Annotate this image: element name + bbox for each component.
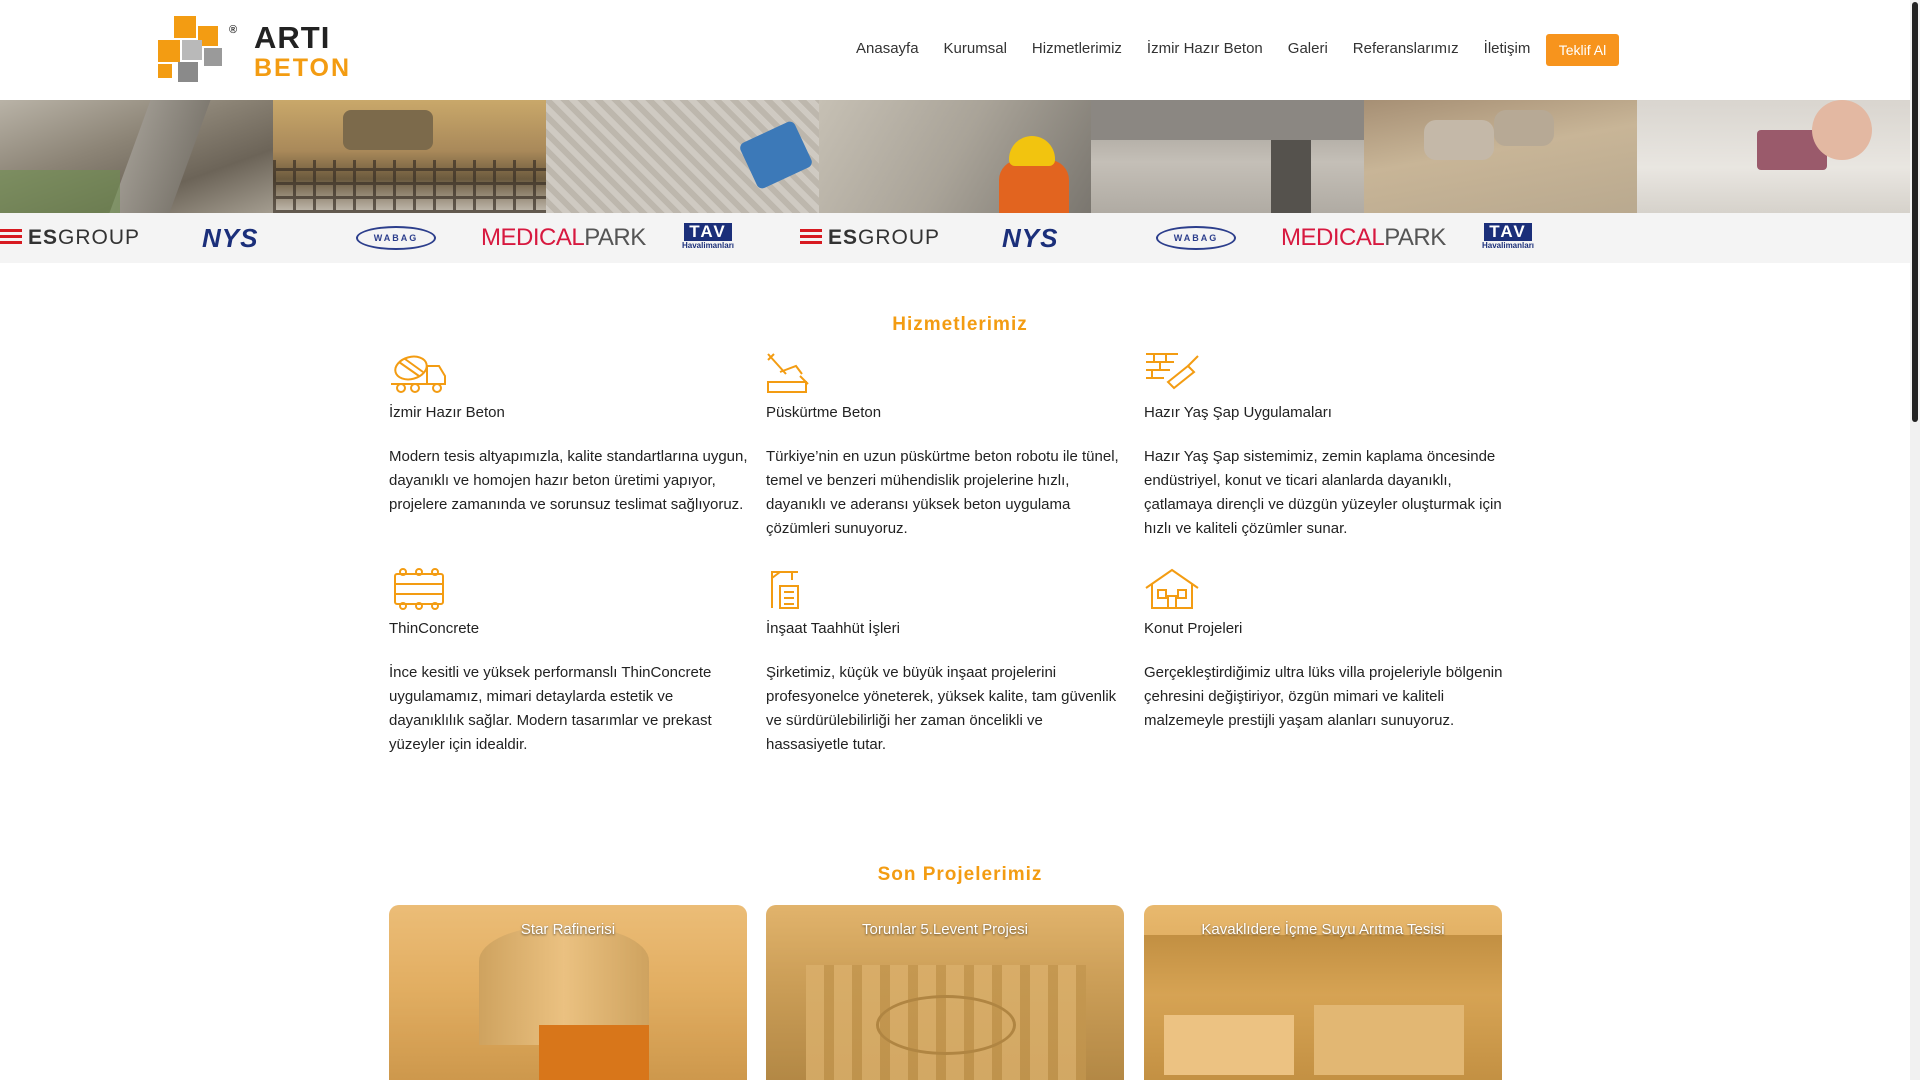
nav-izmir-hazir-beton[interactable]: İzmir Hazır Beton [1146, 40, 1263, 57]
ref-logo-tav[interactable]: TAV Havalimanları [1482, 222, 1535, 250]
photo-shotcrete-worker [819, 100, 1092, 213]
service-title: İnşaat Taahhüt İşleri [766, 620, 900, 637]
photo-hand-float [1637, 100, 1910, 213]
shotcrete-icon [766, 352, 826, 394]
photo-sprayed-mesh [546, 100, 819, 213]
brick-trowel-icon [1144, 352, 1204, 394]
projects-grid [389, 905, 1521, 1080]
service-description: Gerçekleştirdiğimiz ultra lüks villa projeleriyle bölgenin çehresini değiştiriyor, özgün mimari ve kaliteli malzemeyle prestijli yaşam alanları sunuyoruz. [1144, 664, 1503, 729]
project-card-torunlar-5-levent[interactable] [766, 905, 1124, 1080]
ref-logo-wabag[interactable]: WABAG [356, 225, 436, 251]
projects-title: Son Projelerimiz [877, 864, 1043, 885]
site-header [0, 0, 1910, 100]
es-group-mark-icon [0, 229, 22, 247]
project-label: Torunlar 5.Levent Projesi [862, 921, 1028, 938]
nav-kurumsal[interactable]: Kurumsal [943, 40, 1007, 57]
scrollbar-thumb[interactable] [1912, 2, 1918, 422]
service-title: ThinConcrete [389, 620, 480, 637]
service-card [1144, 352, 1504, 541]
project-card-kavaklidere-su-aritma[interactable] [1144, 905, 1502, 1080]
service-title: Püskürtme Beton [766, 404, 882, 421]
house-icon [1144, 568, 1204, 610]
service-title: Konut Projeleri [1144, 620, 1243, 637]
service-description: Modern tesis altyapımızla, kalite standartlarına uygun, dayanıklı ve homojen hazır beton üretimi yapıyor, projelere zamanında ve sorunsuz teslimat sağlıyoruz. [389, 448, 748, 513]
logo-text [254, 22, 351, 82]
service-card [1144, 568, 1504, 733]
teklif-al-button[interactable]: Teklif Al [1546, 34, 1619, 66]
service-card [389, 568, 749, 757]
service-description: İnce kesitli ve yüksek performanslı ThinConcrete uygulamamız, mimari detaylarda estetik ve dayanıklılık sağlar. Modern tasarımlar ve prekast yüzeyler için idealdir. [389, 664, 712, 753]
concrete-mixer-truck-icon [389, 352, 449, 394]
references-marquee [0, 213, 1910, 263]
concrete-panel-icon [389, 568, 449, 610]
arti-beton-logo[interactable] [154, 14, 352, 86]
ref-logo-nys[interactable]: NYS [1002, 222, 1059, 253]
service-title: Hazır Yaş Şap Uygulamaları [1144, 404, 1332, 421]
main-nav [856, 40, 1555, 57]
photo-rebar-mesh [273, 100, 546, 213]
service-card [766, 568, 1126, 757]
services-title: Hizmetlerimiz [892, 314, 1028, 335]
project-label: Star Rafinerisi [520, 921, 616, 938]
service-description: Türkiye’nin en uzun püskürtme beton robotu ile tünel, temel ve benzeri mühendislik projelerine hızlı, dayanıklı ve aderansı yüksek beton uygulama çözümleri sunuyoruz. [766, 448, 1119, 537]
photo-screed-trowel [1364, 100, 1637, 213]
project-card-star-rafinerisi[interactable] [389, 905, 747, 1080]
ref-logo-wabag[interactable]: WABAG [1156, 225, 1236, 251]
service-card [766, 352, 1126, 541]
ref-logo-nys[interactable]: NYS [202, 222, 259, 253]
logo-beton: BETON [254, 54, 352, 82]
ref-logo-es-group[interactable]: ESGROUP [0, 225, 140, 251]
nav-referanslarimiz[interactable]: Referanslarımız [1352, 40, 1459, 57]
service-description: Hazır Yaş Şap sistemimiz, zemin kaplama öncesinde endüstriyel, konut ve ticari alanlarda dayanıklı, çatlamaya dirençli ve düzgün yüzeyler oluşturmak için hızlı ve kaliteli çözümler sunar. [1144, 448, 1502, 537]
ref-logo-es-group[interactable]: ESGROUP [800, 225, 940, 251]
photo-strip [0, 100, 1910, 213]
ref-logo-tav[interactable]: TAV Havalimanları [682, 222, 735, 250]
logo-arti: ARTI [254, 20, 331, 55]
registered-mark: ® [229, 24, 238, 36]
service-title: İzmir Hazır Beton [389, 404, 505, 421]
es-group-mark-icon [800, 229, 822, 247]
ref-logo-medical-park[interactable]: MEDICAL PARK [1281, 224, 1446, 251]
page-scrollbar[interactable] [1910, 0, 1920, 1080]
ref-logo-medical-park[interactable]: MEDICAL PARK [481, 224, 646, 251]
project-label: Kavaklıdere İçme Suyu Arıtma Tesisi [1201, 921, 1445, 938]
nav-anasayfa[interactable]: Anasayfa [856, 40, 919, 57]
service-card [389, 352, 749, 517]
nav-hizmetlerimiz[interactable]: Hizmetlerimiz [1031, 40, 1122, 57]
photo-concrete-pour [0, 100, 273, 213]
logo-mark-icon [154, 14, 238, 86]
nav-iletisim[interactable]: İletişim [1483, 40, 1531, 57]
service-description: Şirketimiz, küçük ve büyük inşaat projelerini profesyonelce yöneterek, yüksek kalite, tam güvenlik ve sürdürülebilirliği her zaman öncelikli ve hassasiyetle tutar. [766, 664, 1117, 753]
crane-building-icon [766, 568, 826, 610]
nav-galeri[interactable]: Galeri [1287, 40, 1328, 57]
photo-concrete-leveling [1091, 100, 1364, 213]
